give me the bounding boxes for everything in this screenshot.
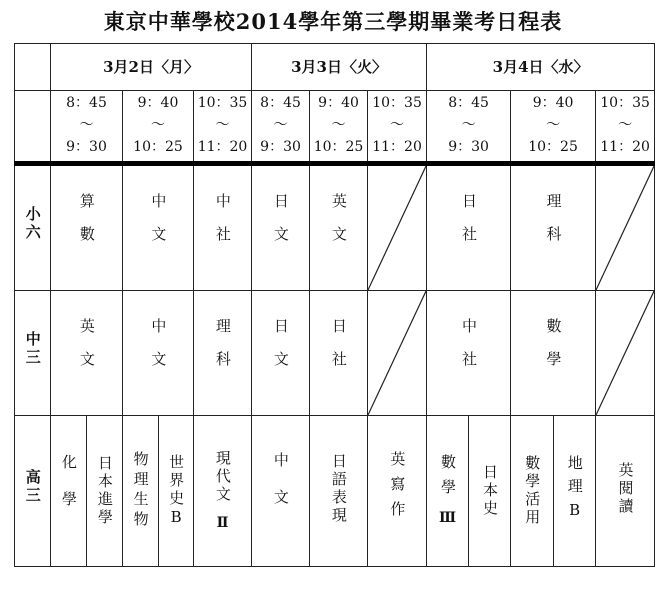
subject-cell: 英文 [51,291,123,416]
subject-cell: 日社 [427,164,511,291]
subject-label: 地理B [565,455,584,527]
subject-cell: 日文 [252,164,310,291]
corner-cell [15,91,51,164]
time-slot: 8：45 ～ 9：30 [427,91,511,164]
subject-label: 物理生物 [131,451,150,531]
subject-cell-split [511,416,596,567]
subject-cell: 英文 [310,164,368,291]
level-mark: Ⅲ [439,510,457,527]
no-exam-cell [368,291,427,416]
no-exam-cell [596,164,655,291]
grade-label: 中三 [15,291,51,416]
day-header: 3月2日〈月〉 [51,44,252,91]
subject-cell-split [51,416,123,567]
time-slot: 10：35 ～ 11：20 [194,91,252,164]
subject-cell: 日文 [252,291,310,416]
day-header: 3月3日〈火〉 [252,44,427,91]
subject-cell: 日社 [310,291,368,416]
subject-label: 世界史B [167,453,186,529]
time-slot: 10：35 ～ 11：20 [368,91,427,164]
subject-cell: 英寫作 [368,416,427,567]
subject-cell: 數學 [511,291,596,416]
grade-row-g6 [15,164,655,291]
subject-cell: 中社 [427,291,511,416]
subject-cell: 英閱讀 [596,416,655,567]
subject-cell: 理科 [511,164,596,291]
subject-cell: 日語表現 [310,416,368,567]
subject-cell: 現代文 Ⅱ [194,416,252,567]
time-slot: 9：40 ～ 10：25 [123,91,194,164]
subject-cell: 中文 [123,164,194,291]
subject-cell: 中社 [194,164,252,291]
time-slot: 9：40 ～ 10：25 [511,91,596,164]
grade-label: 高三 [15,416,51,567]
subject-label: 日本進學 [95,455,114,527]
grade-row-g9 [15,291,655,416]
subject-cell-split [427,416,511,567]
subject-cell: 中文 [123,291,194,416]
level-mark: Ⅱ [216,514,229,531]
grade-row-g12 [15,416,655,567]
subject-label: 數學活用 [523,455,542,527]
page-title: 東京中華學校2014學年第三學期畢業考日程表 [103,9,563,34]
grade-label: 小六 [15,164,51,291]
subject-cell: 理科 [194,291,252,416]
time-slot: 8：45 ～ 9：30 [252,91,310,164]
subject-cell: 算數 [51,164,123,291]
subject-cell: 中文 [252,416,310,567]
day-header: 3月4日〈水〉 [427,44,655,91]
exam-schedule-table [14,43,655,567]
subject-label: 日本史 [480,464,499,518]
time-slot: 10：35 ～ 11：20 [596,91,655,164]
time-slot: 8：45 ～ 9：30 [51,91,123,164]
no-exam-cell [368,164,427,291]
time-slot: 9：40 ～ 10：25 [310,91,368,164]
subject-cell-split [123,416,194,567]
subject-label: 數學 [438,454,457,505]
no-exam-cell [596,291,655,416]
subject-label: 化學 [59,454,78,528]
corner-cell [15,44,51,91]
time-row [15,91,655,164]
